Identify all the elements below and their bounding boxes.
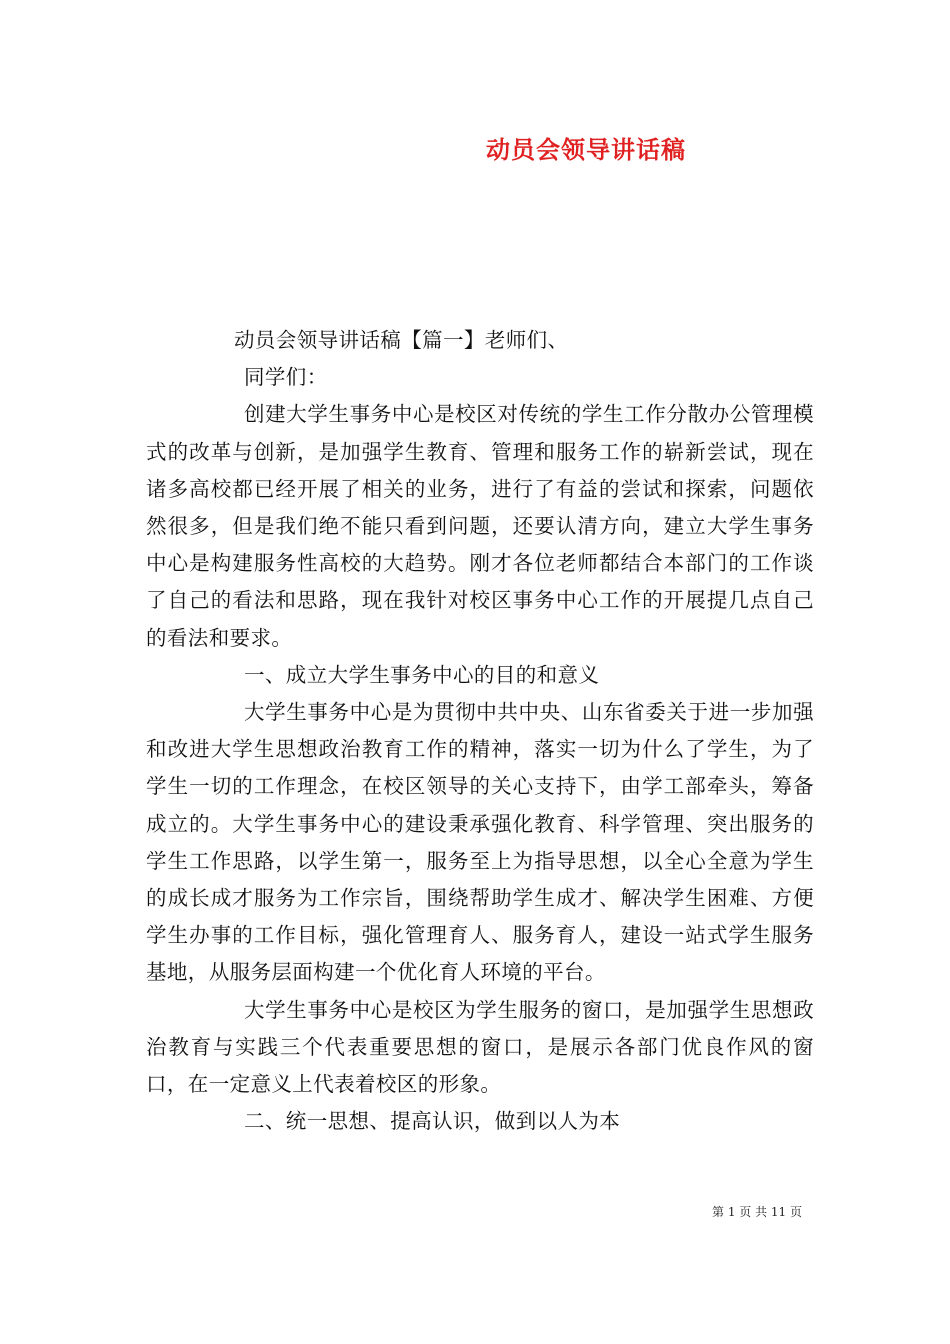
section-heading-1: 一、成立大学生事务中心的目的和意义 [244,662,600,687]
paragraph-window: 大学生事务中心是校区为学生服务的窗口，是加强学生思想政治教育与实践三个代表重要思想的窗口，是展示各部门优良作风的窗口，在一定意义上代表着校区的形象。 [146,997,814,1097]
page-number: 第 1 页 共 11 页 [712,1205,802,1219]
paragraph-salutation: 同学们： [244,365,328,390]
document-title: 动员会领导讲话稿 [486,135,686,164]
section-heading-2: 二、统一思想、提高认识，做到以人为本 [244,1109,621,1134]
paragraph-heading-line: 动员会领导讲话稿【篇一】老师们、 [234,328,569,352]
paragraph-intro: 创建大学生事务中心是校区对传统的学生工作分散办公管理模式的改革与创新，是加强学生教育、管理和服务工作的崭新尝试，现在诸多高校都已经开展了相关的业务，进行了有益的尝试和探索，问题依然很多，但是我们绝不能只看到问题，还要认清方向，建立大学生事务中心是构建服务性高校的大趋势。刚才各位老师都结合本部门的工作谈了自己的看法和思路，现在我针对校区事务中心工作的开展提几点自己的看法和要求。 [146,402,814,650]
document-body [146,322,814,1140]
paragraph-purpose: 大学生事务中心是为贯彻中共中央、山东省委关于进一步加强和改进大学生思想政治教育工作的精神，落实一切为什么了学生，为了学生一切的工作理念，在校区领导的关心支持下，由学工部牵头，筹备成立的。大学生事务中心的建设秉承强化教育、科学管理、突出服务的学生工作思路，以学生第一，服务至上为指导思想，以全心全意为学生的成长成才服务为工作宗旨，围绕帮助学生成才、解决学生困难、方便学生办事的工作目标，强化管理育人、服务育人，建设一站式学生服务基地，从服务层面构建一个优化育人环境的平台。 [146,700,814,985]
